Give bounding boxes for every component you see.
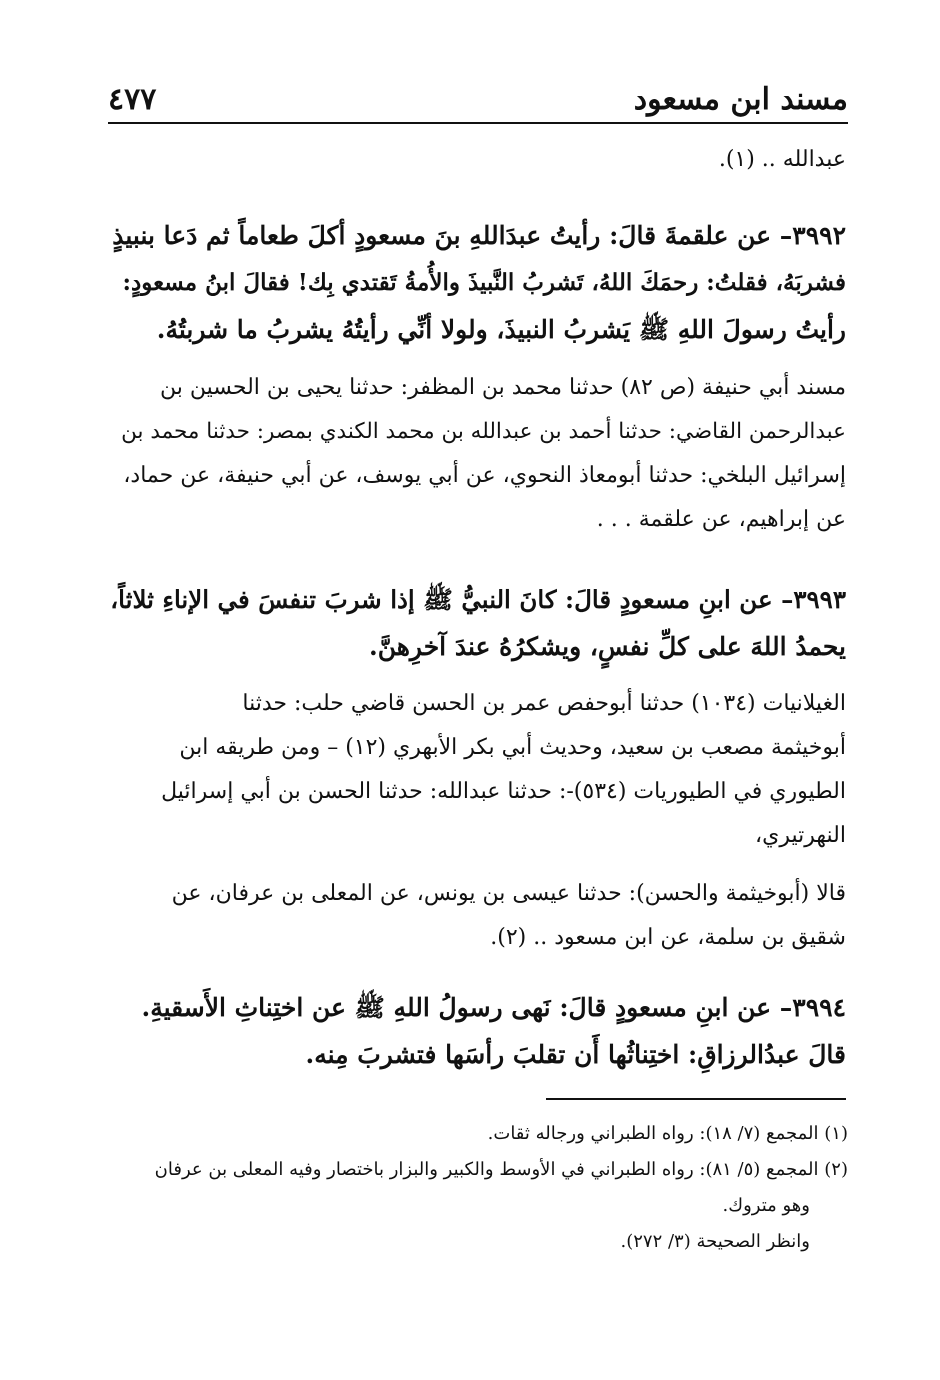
text-line: النهرتيري، <box>755 823 846 848</box>
text-line: قالَ عبدُالرزاقِ: اختِناثُها أَن تقلبَ رأسَها فتشربَ مِنه. <box>305 1040 846 1069</box>
header-rule <box>108 122 848 124</box>
text-line: أبوخيثمة مصعب بن سعيد، وحديث أبي بكر الأبهري (١٢) – ومن طريقه ابن <box>179 735 846 760</box>
text-line: قالا (أبوخيثمة والحسن): حدثنا عيسى بن يونس، عن المعلى بن عرفان، عن <box>171 881 846 906</box>
text-line: شقيق بن سلمة، عن ابن مسعود .. (٢). <box>490 925 846 950</box>
text-line: يحمدُ اللهَ على كلِّ نفسٍ، ويشكرُهُ عندَ آخرِهنَّ. <box>369 632 846 661</box>
text-line: ٣٩٩٤– عن ابنِ مسعودٍ قالَ: نَهى رسولُ اللهِ ﷺ عن اختِناثِ الأَسقيةِ. <box>141 993 846 1022</box>
footnote-2: (٢) المجمع (٥/ ٨١): رواه الطبراني في الأوسط والكبير والبزار باختصار وفيه المعلى بن عرفان <box>154 1159 848 1180</box>
text-line: ٣٩٩٣– عن ابنِ مسعودٍ قالَ: كانَ النبيُّ ﷺ إذا شربَ تنفسَ في الإناءِ ثلاثاً، <box>110 585 846 614</box>
text-line: عبدالرحمن القاضي: حدثنا أحمد بن عبدالله بن محمد الكندي بمصر: حدثنا محمد بن <box>121 419 846 444</box>
isnad-3993-a <box>108 682 846 858</box>
page-number: ٤٧٧ <box>108 82 157 117</box>
text-line: مسند أبي حنيفة (ص ٨٢) حدثنا محمد بن المظفر: حدثنا يحيى بن الحسين بن <box>160 375 846 400</box>
text-line: عن إبراهيم، عن علقمة . . . <box>596 507 846 532</box>
running-title: مسند ابن مسعود <box>633 82 848 117</box>
footnote-1: (١) المجمع (٧/ ١٨): رواه الطبراني ورجاله ثقات. <box>487 1123 848 1144</box>
footnote-2-cont: وهو متروك. <box>722 1195 810 1216</box>
hadith-3994 <box>108 984 846 1078</box>
footnote-2-ref: وانظر الصحيحة (٣/ ٢٧٢). <box>620 1231 810 1252</box>
continuation-line <box>108 138 846 182</box>
text-line: ٣٩٩٢– عن علقمةَ قالَ: رأيتُ عبدَاللهِ بنَ مسعودٍ أكلَ طعاماً ثم دَعا بنبيذٍ <box>112 221 846 250</box>
footnotes <box>108 1116 848 1260</box>
text-line: فشربَهُ، فقلتُ: رحمَكَ اللهُ، تَشربُ النَّبيذَ والأُمةُ تَقتدي بِك! فقالَ ابنُ مسعودٍ: <box>122 269 846 296</box>
text-line: عبدالله .. (١). <box>718 147 846 172</box>
running-header <box>108 82 848 122</box>
isnad-3992 <box>108 366 846 542</box>
footnote-separator <box>546 1098 846 1100</box>
isnad-3993-b <box>108 872 846 960</box>
text-line: إسرائيل البلخي: حدثنا أبومعاذ النحوي، عن أبي يوسف، عن أبي حنيفة، عن حماد، <box>123 463 846 488</box>
text-line: رأيتُ رسولَ اللهِ ﷺ يَشربُ النبيذَ، ولولا أنِّي رأيتُهُ يشربُ ما شربتُهُ. <box>156 315 846 344</box>
text-line: الغيلانيات (١٠٣٤) حدثنا أبوحفص عمر بن الحسن قاضي حلب: حدثنا <box>242 691 846 716</box>
hadith-3993 <box>108 576 846 670</box>
hadith-3992 <box>108 212 846 353</box>
text-line: الطيوري في الطيوريات (٥٣٤)-: حدثنا عبدالله: حدثنا الحسن بن أبي إسرائيل <box>161 779 846 804</box>
